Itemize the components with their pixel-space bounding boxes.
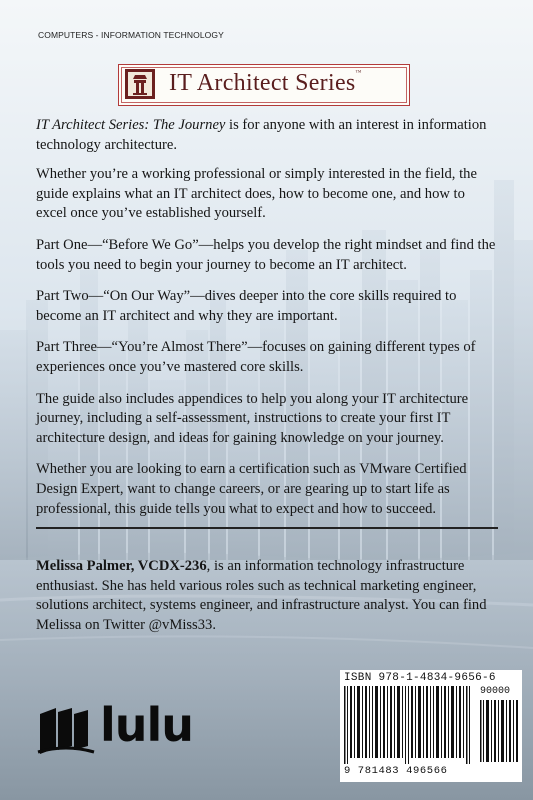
author-name: Melissa Palmer, VCDX-236 <box>36 558 207 574</box>
book-icon <box>36 706 96 756</box>
category-label: COMPUTERS - INFORMATION TECHNOLOGY <box>38 30 224 40</box>
series-banner <box>118 64 410 106</box>
isbn-barcode <box>340 670 522 782</box>
seal-icon <box>125 69 155 99</box>
paragraph-part-two: Part Two—“On Our Way”—dives deeper into the core skills required to become an IT architect and why they are important. <box>36 288 457 324</box>
paragraph-part-one: Part One—“Before We Go”—helps you develop the right mindset and find the tools you need to begin your journey to become an IT architect. <box>36 236 496 273</box>
barcode-number: 9 781483 496566 <box>344 765 448 777</box>
author-bio: Melissa Palmer, VCDX-236, is an information technology infrastructure enthusiast. She has held various roles such as technical marketing engineer, solutions architect, systems engineer, and infrastructure analyst. You can find Melissa on Twitter @vMiss33. <box>36 558 487 633</box>
publisher-name: lulu <box>100 698 194 752</box>
intro-paragraph: IT Architect Series: The Journey is for anyone with an interest in information technology architecture. <box>36 117 487 153</box>
paragraph-appendices: The guide also includes appendices to help you along your IT architecture journey, including a self-assessment, instructions to create your first IT architecture design, and ideas for gaining knowledge on your journey. <box>36 390 469 446</box>
paragraph-closing: Whether you are looking to earn a certification such as VMware Certified Design Expert, want to change careers, or are gearing up to start life as professional, this guide tells you what to expect and how to succeed. <box>36 461 467 517</box>
series-title: IT Architect Series™ <box>169 70 362 96</box>
price-code: 90000 <box>480 686 511 697</box>
paragraph-overview: Whether you’re a working professional or simply interested in the field, the guide explains what an IT architect does, how to become one, and how to excel once you’ve established yourself. <box>36 166 477 222</box>
barcode-bars <box>344 686 476 764</box>
isbn-text: ISBN 978-1-4834-9656-6 <box>344 672 496 684</box>
book-description <box>36 116 498 531</box>
price-barcode-bars <box>480 700 520 762</box>
book-title: IT Architect Series: The Journey <box>36 117 226 133</box>
publisher-logo <box>36 698 194 760</box>
paragraph-part-three: Part Three—“You’re Almost There”—focuses on gaining different types of experiences once you’ve mastered core skills. <box>36 339 476 375</box>
divider <box>36 527 498 529</box>
